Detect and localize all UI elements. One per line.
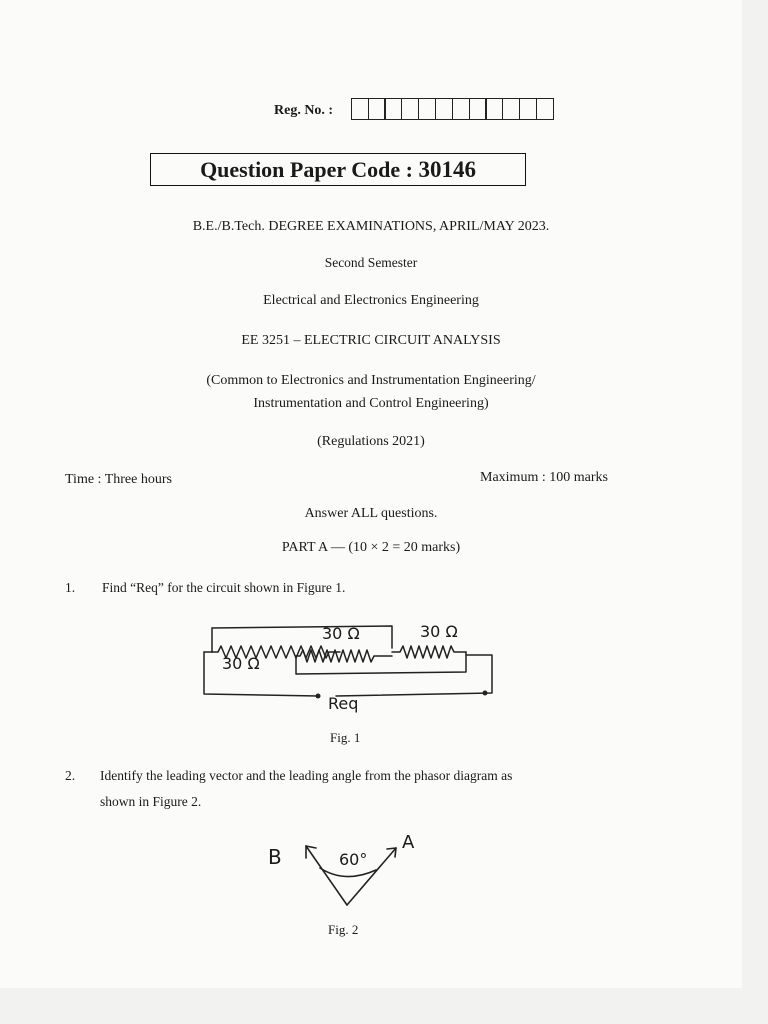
reg-no-label: Reg. No. : [274, 103, 334, 118]
reg-no-digit-box [435, 98, 453, 120]
qpc-label: Question Paper Code : [200, 157, 413, 182]
fig1-caption: Fig. 1 [330, 730, 361, 745]
common-line-2: Instrumentation and Control Engineering) [253, 396, 489, 411]
reg-no-digit-box [418, 98, 436, 120]
fig1-r-top-right: 30 Ω [420, 622, 458, 641]
reg-no-digit-box [469, 98, 487, 120]
time-label: Time : Three hours [65, 472, 172, 487]
common-line-1: (Common to Electronics and Instrumentation Engineering/ [206, 373, 536, 388]
qpc-value: 30146 [418, 157, 476, 182]
branch: Electrical and Electronics Engineering [263, 293, 479, 308]
reg-no-digit-box [452, 98, 470, 120]
reg-no-digit-box [536, 98, 554, 120]
fig2-vector-a: A [402, 832, 415, 853]
reg-no-boxes [352, 98, 554, 120]
fig2-angle: 60° [339, 850, 368, 869]
question-number: 1. [65, 580, 76, 595]
fig2-vector-b: B [268, 845, 282, 869]
max-marks: Maximum : 100 marks [480, 470, 608, 485]
exam-title: B.E./B.Tech. DEGREE EXAMINATIONS, APRIL/MAY 2023. [192, 219, 550, 234]
fig1-req-label: Req [328, 694, 359, 713]
question-paper-code-box [150, 153, 526, 186]
reg-no-digit-box [401, 98, 419, 120]
fig2-caption: Fig. 2 [328, 922, 359, 937]
semester: Second Semester [324, 255, 418, 270]
fig1-r-top-left: 30 Ω [322, 624, 360, 643]
reg-no-digit-box [502, 98, 520, 120]
course-title: EE 3251 – ELECTRIC CIRCUIT ANALYSIS [241, 333, 501, 348]
question-text: Find “Req” for the circuit shown in Figure 1. [102, 580, 346, 595]
regulations: (Regulations 2021) [317, 434, 425, 449]
part-a-heading: PART A — (10 × 2 = 20 marks) [281, 540, 461, 555]
instruction: Answer ALL questions. [304, 506, 438, 521]
question-text-line-2: shown in Figure 2. [100, 794, 202, 809]
reg-no-digit-box [485, 98, 503, 120]
reg-no-digit-box [368, 98, 386, 120]
question-number: 2. [65, 768, 76, 783]
reg-no-digit-box [351, 98, 369, 120]
reg-no-digit-box [519, 98, 537, 120]
fig1-r-left: 30 Ω [222, 654, 260, 673]
reg-no-digit-box [384, 98, 402, 120]
question-text-line-1: Identify the leading vector and the leading angle from the phasor diagram as [100, 768, 513, 783]
